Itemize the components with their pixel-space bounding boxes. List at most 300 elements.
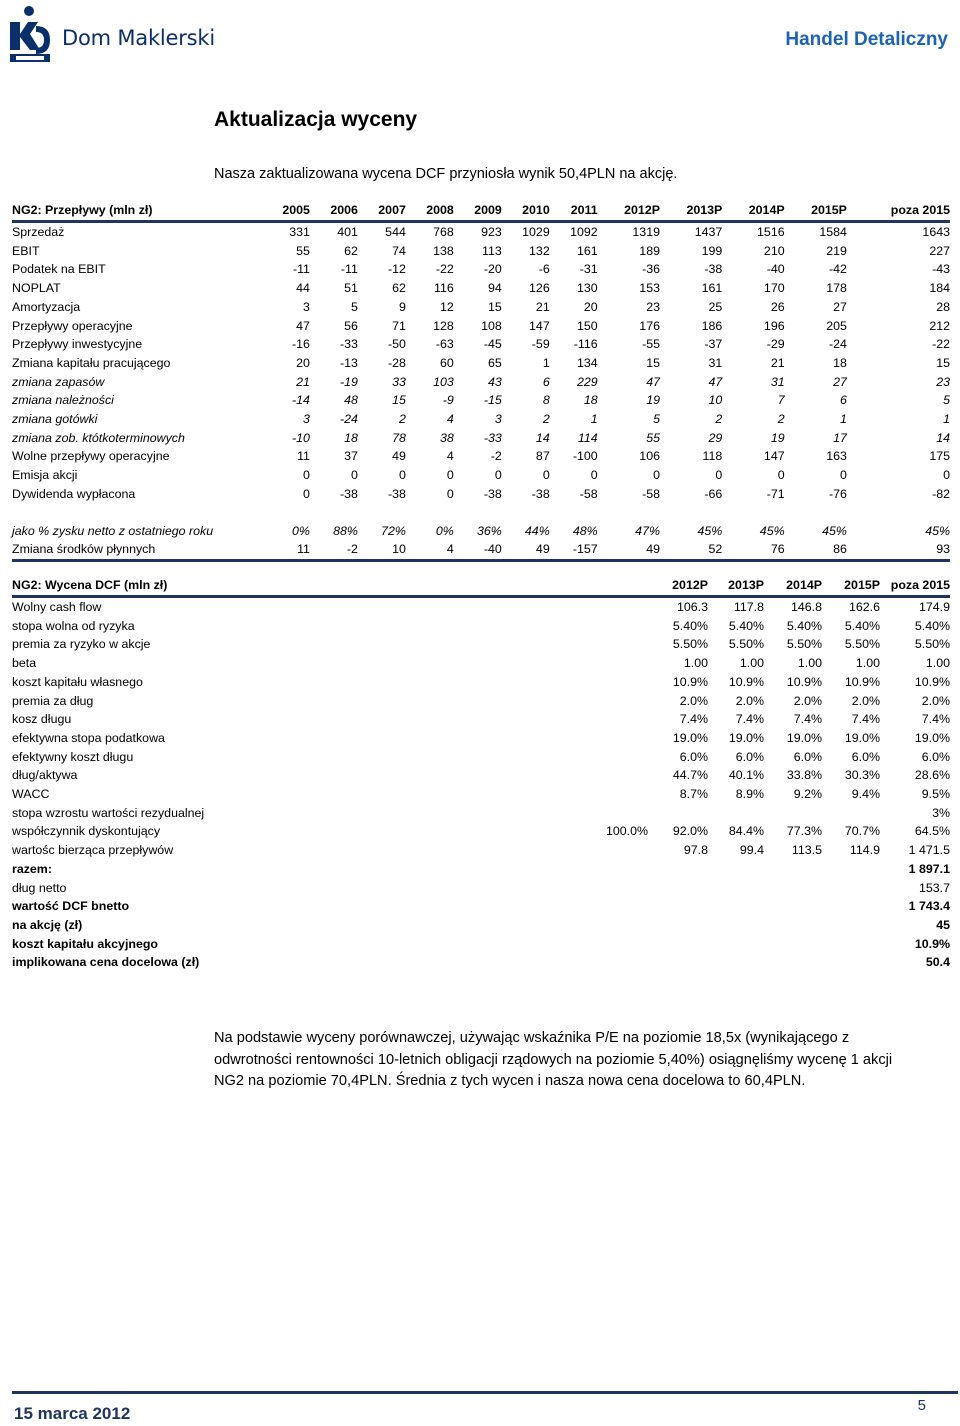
row-label: premia za dług <box>12 693 94 708</box>
table-cell: 196 <box>763 318 785 333</box>
table-cell: 1.00 <box>683 656 708 671</box>
table-cell: 6.0% <box>735 749 764 764</box>
table-cell: 48 <box>344 393 358 408</box>
table-row <box>12 766 950 785</box>
table-cell: 189 <box>639 243 660 258</box>
table-cell: 1.00 <box>739 656 764 671</box>
table-cell: 15 <box>487 299 502 314</box>
row-label: Przepływy inwestycyjne <box>12 337 143 352</box>
column-header: 2014P <box>722 200 784 222</box>
table-cell: 19.0% <box>844 730 880 745</box>
table-cell: 71 <box>392 318 406 333</box>
table-cell <box>532 710 648 729</box>
table-cell: 5 <box>351 299 358 314</box>
table-cell: 18 <box>344 430 358 445</box>
table-row <box>12 279 950 298</box>
table-cell: 56 <box>344 318 358 333</box>
table-cell: 10.9% <box>914 674 950 689</box>
table-cell: 93 <box>847 540 950 560</box>
pko-logo-icon <box>6 4 52 66</box>
cash-flow-table-title: NG2: Przepływy (mln zł) <box>12 200 262 222</box>
table-cell: -38 <box>339 486 358 501</box>
table-cell: 27 <box>833 374 847 389</box>
table-cell: -33 <box>483 430 502 445</box>
table-cell: 219 <box>826 243 847 258</box>
table-cell: 0 <box>494 468 502 483</box>
table-row <box>12 617 950 636</box>
column-header: poza 2015 <box>880 575 950 597</box>
table-cell: 49 <box>502 540 550 560</box>
cash-flow-table <box>12 200 950 562</box>
table-cell: 161 <box>701 281 723 296</box>
table-cell: 8.7% <box>679 787 708 802</box>
table-cell: 2 <box>542 412 550 427</box>
table-cell: -59 <box>531 337 550 352</box>
table-cell: 11 <box>262 540 310 560</box>
dcf-table-title: NG2: Wycena DCF (mln zł) <box>12 575 532 597</box>
table-cell: 161 <box>576 243 598 258</box>
column-header: 2015P <box>785 200 847 222</box>
table-cell: 199 <box>701 243 723 258</box>
table-cell: 205 <box>826 318 847 333</box>
table-cell: 2.0% <box>679 693 708 708</box>
table-cell: 19.0% <box>672 730 708 745</box>
table-cell <box>822 804 880 823</box>
table-row <box>12 522 950 541</box>
table-cell: 76 <box>722 540 784 560</box>
table-cell: 2.0% <box>851 693 880 708</box>
table-cell: 5.40% <box>844 618 880 633</box>
column-header: 2005 <box>262 200 310 222</box>
table-cell: 2 <box>715 412 723 427</box>
table-cell: -20 <box>483 262 502 277</box>
table-cell: 544 <box>385 225 406 239</box>
table-cell: 12 <box>440 299 454 314</box>
table-cell <box>708 879 764 898</box>
table-cell <box>532 785 648 804</box>
table-cell: 227 <box>929 243 950 258</box>
table-cell: 2 <box>777 412 785 427</box>
table-cell: 5.40% <box>786 618 822 633</box>
table-cell: 923 <box>481 225 502 239</box>
table-cell: 178 <box>826 281 847 296</box>
row-label: jako % zysku netto z ostatniego roku <box>12 523 214 538</box>
intro-text: Nasza zaktualizowana wycena DCF przyniosła wynik 50,4PLN na akcję. <box>214 166 678 182</box>
table-cell: 113 <box>482 243 502 258</box>
table-cell: -66 <box>704 486 723 501</box>
table-row <box>12 373 950 392</box>
row-label: Sprzedaż <box>12 225 65 239</box>
table-cell: 10.9% <box>844 674 880 689</box>
table-cell: 44 <box>296 281 310 296</box>
table-cell: 86 <box>785 540 847 560</box>
table-cell: 2 <box>398 412 406 427</box>
row-label: Podatek na EBIT <box>12 262 106 277</box>
table-cell: 25 <box>708 299 723 314</box>
table-cell: 20 <box>296 355 310 370</box>
table-row <box>12 335 950 354</box>
section-title: Handel Detaliczny <box>785 29 948 50</box>
table-cell: 62 <box>392 281 406 296</box>
table-cell: 10 <box>358 540 406 560</box>
table-cell: 130 <box>576 281 598 296</box>
table-cell: 0 <box>398 468 406 483</box>
table-cell: -11 <box>340 262 358 277</box>
row-label: stopa wzrostu wartości rezydualnej <box>12 805 205 820</box>
table-cell: 10.9% <box>914 936 950 951</box>
row-label: koszt kapitału własnego <box>12 674 143 689</box>
table-row <box>12 242 950 261</box>
row-label: EBIT <box>12 243 40 258</box>
table-cell: 150 <box>576 318 598 333</box>
table-cell: 0 <box>446 486 454 501</box>
table-cell: 1643 <box>922 225 950 239</box>
table-cell: 19.0% <box>914 730 950 745</box>
table-row <box>12 804 950 823</box>
table-cell: 15 <box>936 355 950 370</box>
table-cell: 5.50% <box>844 637 880 652</box>
table-cell <box>764 897 822 916</box>
table-cell: 64.5% <box>914 824 950 839</box>
table-cell: -43 <box>932 262 950 277</box>
table-cell: 47 <box>708 374 723 389</box>
table-cell: -38 <box>704 262 723 277</box>
table-cell: 8.9% <box>735 787 764 802</box>
table-row <box>12 654 950 673</box>
table-cell: 6 <box>542 374 550 389</box>
table-cell: 99.4 <box>739 843 764 858</box>
table-cell: 14 <box>936 430 950 445</box>
table-cell: 163 <box>826 449 847 464</box>
table-cell: 114.9 <box>849 843 880 858</box>
table-cell: -2 <box>310 540 358 560</box>
table-cell: 210 <box>763 243 785 258</box>
table-cell: 7.4% <box>851 712 880 727</box>
table-cell: 48% <box>572 523 598 538</box>
table-cell: 117.8 <box>733 600 764 614</box>
table-cell: -71 <box>766 486 785 501</box>
table-cell: 50.4 <box>925 955 950 970</box>
table-cell: 31 <box>708 355 723 370</box>
table-cell: 100.0% <box>605 824 648 839</box>
table-cell: 1 <box>590 412 598 427</box>
table-row <box>12 729 950 748</box>
table-cell: 0 <box>351 468 358 483</box>
table-cell: 51 <box>344 281 358 296</box>
table-cell: 10 <box>708 393 723 408</box>
table-cell: 1 <box>943 412 950 427</box>
table-cell: 40.1% <box>728 768 764 783</box>
column-header: 2012P <box>648 575 708 597</box>
table-cell: -24 <box>829 337 847 352</box>
table-cell: 0% <box>435 523 454 538</box>
table-cell: 88% <box>333 523 358 538</box>
table-cell: 147 <box>763 449 785 464</box>
table-cell: 401 <box>337 225 358 239</box>
table-cell: 8 <box>542 393 550 408</box>
table-cell: 113.5 <box>791 843 822 858</box>
table-cell: 132 <box>529 243 550 258</box>
table-cell: 9.4% <box>851 787 880 802</box>
table-cell: 19 <box>646 393 660 408</box>
table-cell: 153.7 <box>918 880 950 895</box>
table-cell: 19.0% <box>786 730 822 745</box>
table-cell: 21 <box>535 299 550 314</box>
table-cell <box>532 654 648 673</box>
footer-date: 15 marca 2012 <box>14 1404 131 1423</box>
table-cell <box>532 897 648 916</box>
table-cell: 3% <box>932 805 950 820</box>
table-cell <box>532 953 648 972</box>
row-label: kosz długu <box>12 712 72 727</box>
table-cell: -38 <box>387 486 406 501</box>
dcf-header-row <box>12 575 950 597</box>
table-cell <box>532 597 648 617</box>
row-label: efektywny koszt długu <box>12 749 134 764</box>
row-label: Przepływy operacyjne <box>12 318 133 333</box>
table-cell: 1029 <box>522 225 550 239</box>
table-cell <box>822 953 880 972</box>
cash-flow-header-row <box>12 200 950 222</box>
table-cell: 212 <box>929 318 950 333</box>
table-cell: 5 <box>943 393 950 408</box>
table-cell: -11 <box>292 262 310 277</box>
table-cell: 5.40% <box>728 618 764 633</box>
table-cell: 29 <box>708 430 723 445</box>
row-label: Zmiana środków płynnych <box>12 540 262 560</box>
table-cell <box>532 879 648 898</box>
table-cell: 45% <box>697 523 723 538</box>
table-cell: 92.0% <box>672 824 708 839</box>
table-row <box>12 466 950 485</box>
table-cell: 768 <box>433 225 454 239</box>
table-cell: 65 <box>487 355 502 370</box>
table-cell: 147 <box>529 318 550 333</box>
table-cell: 6.0% <box>679 749 708 764</box>
table-row <box>12 485 950 504</box>
table-row <box>12 354 950 373</box>
table-cell: 0 <box>303 486 310 501</box>
table-cell: -31 <box>579 262 598 277</box>
table-row <box>12 710 950 729</box>
dcf-valuation-table <box>12 575 950 972</box>
row-label: beta <box>12 656 37 671</box>
table-row <box>12 540 950 560</box>
row-label: WACC <box>12 787 50 802</box>
table-cell: -157 <box>550 540 598 560</box>
table-cell: 4 <box>406 540 454 560</box>
footer-divider <box>12 1391 958 1394</box>
row-label: wartość DCF bnetto <box>12 899 130 914</box>
table-cell <box>822 897 880 916</box>
table-cell: 7.4% <box>735 712 764 727</box>
table-cell: 1.00 <box>925 656 950 671</box>
table-cell <box>764 953 822 972</box>
table-cell <box>822 916 880 935</box>
table-cell: 174.9 <box>918 600 950 614</box>
table-cell: 4 <box>446 412 454 427</box>
table-cell: 9 <box>398 299 406 314</box>
table-cell: -6 <box>538 262 550 277</box>
table-cell: -9 <box>442 393 454 408</box>
row-label: koszt kapitału akcyjnego <box>12 936 158 951</box>
table-cell: 0 <box>446 468 454 483</box>
table-cell: 20 <box>583 299 598 314</box>
table-cell: 18 <box>833 355 847 370</box>
table-cell: 74 <box>392 243 406 258</box>
table-cell <box>648 804 708 823</box>
table-cell: 28 <box>936 299 950 314</box>
column-header: 2007 <box>358 200 406 222</box>
table-cell: 134 <box>576 355 598 370</box>
table-cell: 126 <box>529 281 550 296</box>
table-cell: 5.50% <box>672 637 708 652</box>
table-row <box>12 429 950 448</box>
table-row <box>12 860 950 879</box>
table-cell: 1 743.4 <box>908 899 950 914</box>
table-cell: 5 <box>653 412 660 427</box>
table-cell: 11 <box>297 449 310 464</box>
row-label: premia za ryzyko w akcje <box>12 637 151 652</box>
row-label: Emisja akcji <box>12 468 78 483</box>
table-cell: 19.0% <box>728 730 764 745</box>
table-cell <box>532 766 648 785</box>
column-header: poza 2015 <box>847 200 950 222</box>
table-cell: 60 <box>440 355 454 370</box>
table-cell: 7.4% <box>679 712 708 727</box>
column-header: 2009 <box>454 200 502 222</box>
row-label: na akcję (zł) <box>12 917 83 932</box>
table-cell: 28.6% <box>914 768 950 783</box>
table-cell: 2.0% <box>793 693 822 708</box>
table-cell: -40 <box>766 262 785 277</box>
table-cell: -29 <box>766 337 785 352</box>
spacer-row <box>12 504 950 522</box>
table-cell: 9.2% <box>793 787 822 802</box>
table-row <box>12 822 950 841</box>
table-row <box>12 597 950 617</box>
table-row <box>12 953 950 972</box>
table-cell <box>532 692 648 711</box>
row-label: Wolne przepływy operacyjne <box>12 449 170 464</box>
table-cell: 45 <box>936 917 950 932</box>
table-row <box>12 841 950 860</box>
row-label: Zmiana kapitału pracującego <box>12 355 171 370</box>
table-cell: -116 <box>573 337 598 352</box>
table-cell: 106.3 <box>676 600 708 614</box>
table-cell: 10.9% <box>786 674 822 689</box>
table-row <box>12 391 950 410</box>
table-cell <box>532 916 648 935</box>
table-cell: 0% <box>292 523 310 538</box>
table-cell: 70.7% <box>844 824 880 839</box>
table-cell: 19 <box>770 430 785 445</box>
column-header: 2006 <box>310 200 358 222</box>
table-cell: 87 <box>535 449 550 464</box>
table-cell: 10.9% <box>728 674 764 689</box>
table-cell: 1092 <box>570 225 598 239</box>
table-cell: 55 <box>646 430 660 445</box>
table-cell: -40 <box>454 540 502 560</box>
table-cell: 9.5% <box>921 787 950 802</box>
table-cell: 5.50% <box>914 637 950 652</box>
table-cell <box>822 860 880 879</box>
table-cell <box>532 729 648 748</box>
row-label: Wolny cash flow <box>12 600 102 614</box>
table-cell: -12 <box>387 262 406 277</box>
table-cell: -63 <box>435 337 454 352</box>
table-cell: 114 <box>577 430 598 445</box>
table-cell <box>708 897 764 916</box>
table-cell: 49 <box>392 449 406 464</box>
table-cell: 49 <box>598 540 660 560</box>
column-header: 2014P <box>764 575 822 597</box>
table-cell: 78 <box>392 430 406 445</box>
table-cell: 21 <box>296 374 310 389</box>
table-cell: 1516 <box>757 225 785 239</box>
table-cell: 7 <box>777 393 785 408</box>
table-cell: -38 <box>483 486 502 501</box>
table-cell: 229 <box>576 374 598 389</box>
table-cell: 138 <box>433 243 454 258</box>
table-cell: 3 <box>303 412 310 427</box>
table-cell: 1319 <box>632 225 660 239</box>
table-cell: -16 <box>292 337 310 352</box>
table-cell: 44% <box>524 523 550 538</box>
table-cell: 331 <box>289 225 310 239</box>
column-header: 2012P <box>598 200 660 222</box>
table-cell: 23 <box>646 299 660 314</box>
table-cell: 106 <box>639 449 660 464</box>
brand-name: Dom Maklerski <box>62 26 216 50</box>
table-cell: -22 <box>932 337 950 352</box>
table-cell: -50 <box>387 337 406 352</box>
table-cell <box>648 897 708 916</box>
row-label: współczynnik dyskontujący <box>12 824 161 839</box>
row-label: wartośc bierząca przepływów <box>12 843 174 858</box>
table-cell <box>708 935 764 954</box>
table-cell: 23 <box>936 374 950 389</box>
table-cell: 1437 <box>694 225 723 239</box>
table-cell: 7.4% <box>921 712 950 727</box>
table-cell: 26 <box>770 299 785 314</box>
table-cell: 27 <box>833 299 847 314</box>
table-cell <box>532 935 648 954</box>
table-row <box>12 673 950 692</box>
table-cell <box>764 804 822 823</box>
row-label: razem: <box>12 861 52 876</box>
table-cell: 170 <box>763 281 785 296</box>
table-cell: 33.8% <box>786 768 822 783</box>
table-cell: 0 <box>840 468 847 483</box>
table-cell: -38 <box>531 486 550 501</box>
row-label: Amortyzacja <box>12 299 81 314</box>
table-cell: -24 <box>339 412 358 427</box>
table-cell: 153 <box>639 281 660 296</box>
table-cell: -37 <box>704 337 723 352</box>
table-cell <box>764 916 822 935</box>
table-cell: 47 <box>646 374 660 389</box>
table-cell: -100 <box>572 449 598 464</box>
table-cell: 5.40% <box>672 618 708 633</box>
table-cell: -76 <box>829 486 847 501</box>
table-cell: 33 <box>392 374 406 389</box>
row-label: dług netto <box>12 880 67 895</box>
table-cell <box>648 860 708 879</box>
table-cell: -58 <box>579 486 598 501</box>
table-cell: 52 <box>660 540 722 560</box>
table-cell: 1.00 <box>855 656 880 671</box>
